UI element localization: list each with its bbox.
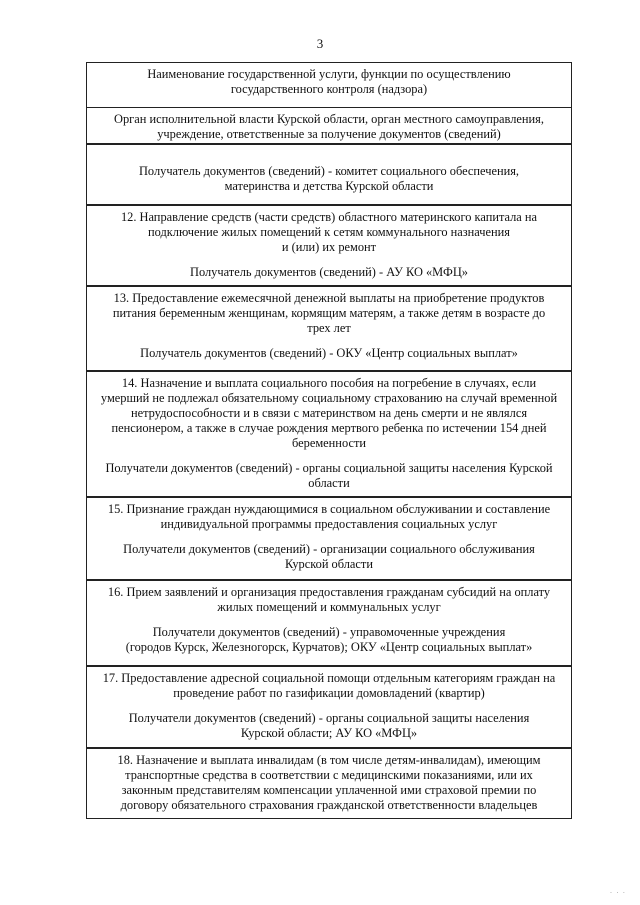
recipient-text: Получатели документов (сведений) - организации социального обслуживания Курской области bbox=[123, 542, 535, 571]
header-authority-title: Орган исполнительной власти Курской области, орган местного самоуправления, учреждение, ответственные за получение документов (сведений) bbox=[114, 112, 544, 141]
table-row bbox=[87, 143, 571, 204]
page-number: 3 bbox=[316, 36, 324, 51]
service-text: 15. Признание граждан нуждающимися в социальном обслуживании и составление индивидуальной программы предоставления социальных услуг bbox=[107, 502, 551, 531]
recipient-text: Получатель документов (сведений) - комитет социального обеспечения, материнства и детства Курской области bbox=[138, 164, 520, 193]
service-text: 12. Направление средств (части средств) областного материнского капитала на подключение жилых помещений к сетям коммунального назначения и (или) их ремонт bbox=[120, 210, 538, 254]
table-row bbox=[87, 496, 571, 579]
service-text: 17. Предоставление адресной социальной помощи отдельным категориям граждан на проведение работ по газификации домовладений (квартир) bbox=[102, 671, 556, 700]
recipient-text: Получатель документов (сведений) - ОКУ «Центр социальных выплат» bbox=[140, 346, 518, 360]
table-row bbox=[87, 579, 571, 665]
scan-mark: · · · bbox=[609, 889, 626, 897]
table-row bbox=[87, 370, 571, 496]
services-table bbox=[86, 62, 572, 819]
service-text: 14. Назначение и выплата социального пособия на погребение в случаях, если умерший не подлежал обязательному социальному страхованию на случай временной нетрудоспособности и в связи с материнством на день смерти и не являлся пенсионером, а также в случае рождения мертвого ребенка по истечении 154 дней беременности bbox=[100, 376, 558, 450]
table-row bbox=[87, 665, 571, 747]
recipient-text: Получатели документов (сведений) - управомоченные учреждения (городов Курск, Железногорск, Курчатов); ОКУ «Центр социальных выплат» bbox=[125, 625, 533, 654]
table-header-authority bbox=[87, 107, 571, 143]
service-text: 16. Прием заявлений и организация предоставления гражданам субсидий на оплату жилых помещений и коммунальных услуг bbox=[107, 585, 551, 614]
recipient-text: Получатели документов (сведений) - органы социальной защиты населения Курской области; АУ КО «МФЦ» bbox=[128, 711, 530, 740]
table-row bbox=[87, 285, 571, 370]
recipient-text: Получатели документов (сведений) - органы социальной защиты населения Курской области bbox=[105, 461, 553, 490]
recipient-text: Получатель документов (сведений) - АУ КО «МФЦ» bbox=[190, 265, 468, 279]
service-text: 18. Назначение и выплата инвалидам (в том числе детям-инвалидам), имеющим транспортные средства в соответствии с медицинскими показаниями, или их законным представителям компенсации уплаченной ими страховой премии по договору обязательного страхования гражданской ответственности владельцев bbox=[117, 753, 541, 812]
header-service-title: Наименование государственной услуги, функции по осуществлению государственного контроля (надзора) bbox=[147, 67, 511, 96]
table-header-service bbox=[87, 63, 571, 107]
table-row bbox=[87, 747, 571, 818]
table-row bbox=[87, 204, 571, 285]
service-text: 13. Предоставление ежемесячной денежной выплаты на приобретение продуктов питания беременным женщинам, кормящим матерям, а также детям в возрасте до трех лет bbox=[112, 291, 546, 335]
